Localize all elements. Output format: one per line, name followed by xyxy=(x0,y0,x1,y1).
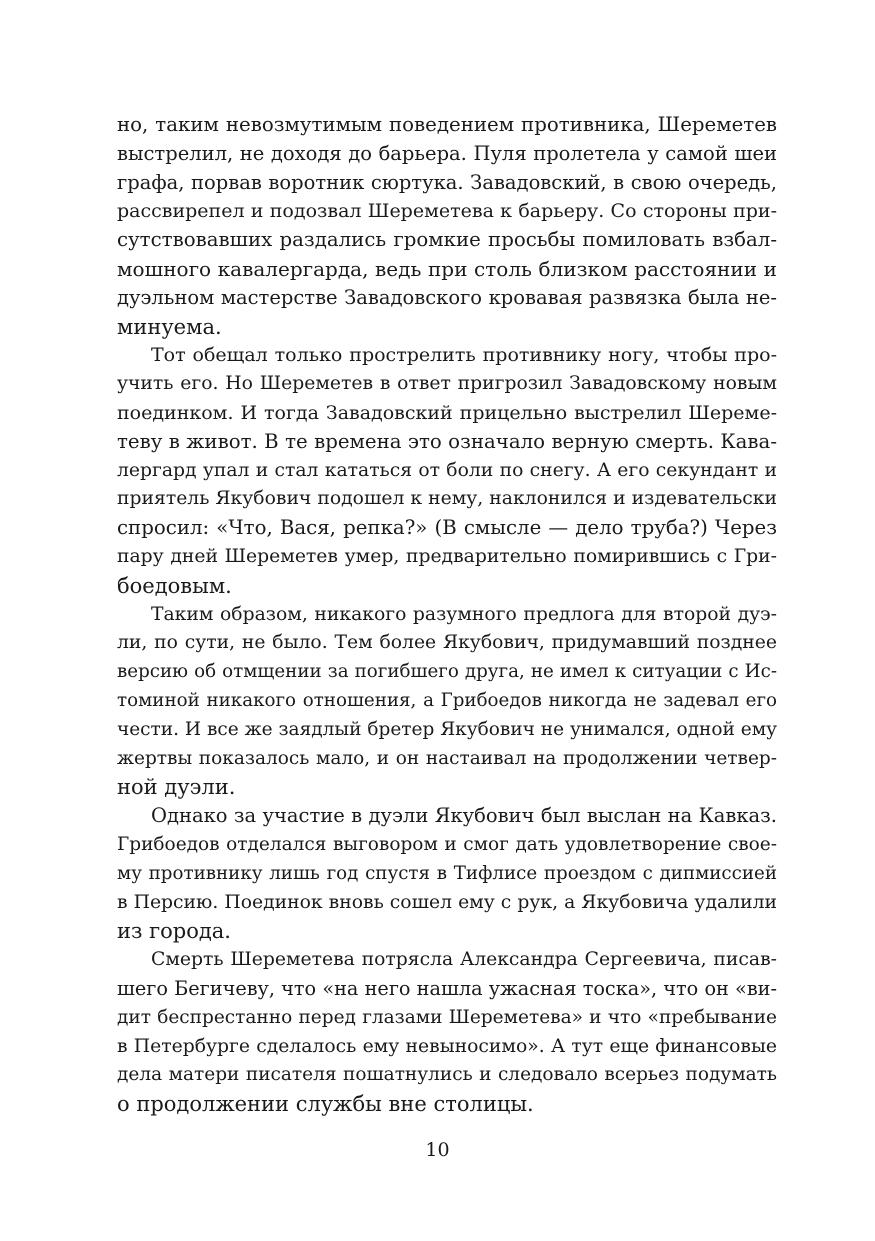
text-line: пару дней Шереметев умер, предварительно помирившись с Гри- xyxy=(117,545,777,567)
text-line: дуэльном мастерстве Завадовского кровавая развязка была не- xyxy=(117,285,777,309)
text-line: из города. xyxy=(117,919,231,944)
text-line: приятель Якубович подошел к нему, наклонился и издевательски xyxy=(117,488,777,510)
text-line: минуема. xyxy=(117,314,222,339)
text-line: графа, порвав воротник сюртука. Завадовский, в свою очередь, xyxy=(117,170,777,194)
paragraph-1 xyxy=(117,111,777,341)
page-number: 10 xyxy=(425,1139,450,1161)
text-line: сутствовавших раздались громкие просьбы помиловать взбал- xyxy=(117,228,777,252)
paragraph-4 xyxy=(117,802,777,946)
text-line: теву в живот. В те времена это означало верную смерть. Кава- xyxy=(117,429,777,453)
text-line: Таким образом, никакого разумного предлога для второй дуэ- xyxy=(151,603,777,625)
text-line: ли, по сути, не было. Тем более Якубович, придумавший позднее xyxy=(117,632,777,654)
text-line: версию об отмщении за погибшего друга, не имел к ситуации с Ис- xyxy=(117,661,777,683)
text-line: Смерть Шереметева потрясла Александра Сергеевича, писав- xyxy=(151,949,777,971)
text-line: дела матери писателя пошатнулись и следовало всерьез подумать xyxy=(117,1064,777,1086)
text-line: ной дуэли. xyxy=(117,775,236,800)
text-line: шего Бегичеву, что «на него нашла ужасная тоска», что он «ви- xyxy=(117,976,777,1000)
text-line: спросил: «Что, Вася, репка?» (В смысле — дело труба?) Через xyxy=(117,516,777,540)
text-line: Однако за участие в дуэли Якубович был выслан на Кавказ. xyxy=(151,804,777,828)
text-line: мошного кавалергарда, ведь при столь близком расстоянии и xyxy=(117,256,777,281)
text-line: в Персию. Поединок вновь сошел ему с рук, а Якубовича удалили xyxy=(117,891,777,913)
text-line: но, таким невозмутимым поведением противника, Шереметев xyxy=(117,113,777,136)
text-line: томиной никакого отношения, а Грибоедов никогда не задевал его xyxy=(117,689,777,711)
text-line: рассвирепел и подозвал Шереметева к барьеру. Со стороны при- xyxy=(117,200,777,223)
text-line: му противнику лишь год спустя в Тифлисе проездом с дипмиссией xyxy=(117,862,777,884)
paragraph-3 xyxy=(117,601,777,803)
body-text xyxy=(117,111,777,1119)
text-line: поединком. И тогда Завадовский прицельно выстрелил Шереме- xyxy=(117,401,777,424)
paragraph-2 xyxy=(117,341,777,600)
text-line: дит беспрестанно перед глазами Шереметева» и что «пребывание xyxy=(117,1006,777,1028)
text-line: о продолжении службы вне столицы. xyxy=(117,1092,534,1117)
text-line: Грибоедов отделался выговором и смог дать удовлетворение свое- xyxy=(117,833,777,855)
text-line: Тот обещал только прострелить противнику ногу, чтобы про- xyxy=(151,344,777,367)
text-line: лергард упал и стал кататься от боли по снегу. А его секундант и xyxy=(117,459,777,481)
text-line: в Петербурге сделалось ему невыносимо». А тут еще финансовые xyxy=(117,1035,777,1057)
text-line: жертвы показалось мало, и он настаивал на продолжении четвер- xyxy=(117,747,777,769)
text-line: учить его. Но Шереметев в ответ пригрозил Завадовскому новым xyxy=(117,373,777,395)
text-line: выстрелил, не доходя до барьера. Пуля пролетела у самой шеи xyxy=(117,141,777,165)
text-line: чести. И все же заядлый бретер Якубович не унимался, одной ему xyxy=(117,718,777,740)
text-line: боедовым. xyxy=(117,573,232,598)
paragraph-5 xyxy=(117,946,777,1119)
